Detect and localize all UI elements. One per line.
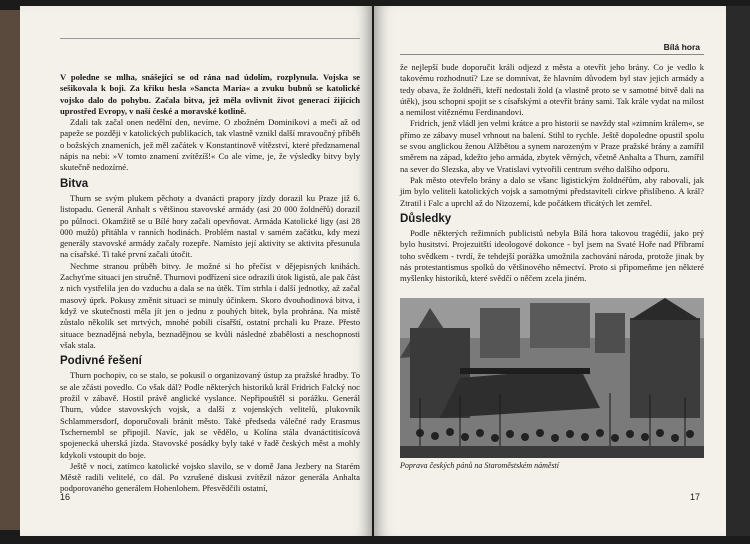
right-page (374, 6, 726, 536)
right-page-text-column (400, 62, 704, 285)
intro-paragraph-1: V poledne se mlha, snášející se od rána nad údolím, rozplynula. Vojska se sešikovala k boji. Za křiku hesla »Sancta Maria« a zvuku bubnů se katolické vojsko dalo do pohybu. Začala bitva, jež měla ovlivnit život generací žijících uprostřed Evropy, v naší české a moravské kotlině. (60, 72, 360, 116)
top-paragraph-1: že nejlepší bude doporučit králi odjezd z města a otevřít jeho brány. Co je vedlo k takovému rozhodnutí? Lze se domnívat, že hlavním důvodem byl stav jejich armády a tedy obava, že žoldnéři, kteří nedostali žold (a vlastně proto se v samotné bitvě dali na útěk), jsou schopni spojit se s císařskými a otevřít brány sami. Tak krále vydat na milost a nemilost vítěznému Ferdinandovi. (400, 62, 704, 118)
figure-caption: Poprava českých pánů na Staroměstském náměstí (400, 461, 559, 470)
heading-podivne-reseni: Podivné řešení (60, 355, 142, 368)
left-page-rule (60, 38, 360, 39)
book-cover-edge-right (726, 6, 750, 536)
engraving-illustration (400, 298, 704, 458)
top-paragraph-2: Fridrich, jenž vládl jen velmi krátce a pro historii se navždy stal »zimním králem«, se přímo ze zábavy musel vrhnout na balení. Stihl to rychle. Ještě dopoledne opustil spolu se svou anglickou ženou Alžbětou a synem narozeným v Praze pražské brány a zamířil směrem na západ, kdežto jeho armáda, zbytek věrných, včetně Anhalta a Thurn, zamířil na sever do Slezska, aby ve Vratislavi vytvořili centrum svého dalšího odporu. (400, 118, 705, 174)
intro-paragraph-2: Zdali tak začal onen nedělní den, nevíme. O zbožném Dominikovi a meči až od papeže se později v katolických publikacích, tak vlastně vznikl další mravoučný příběh o božských znameních, jež měl začátek v Konstantinově vítězství, které předznamenal nápis na nebi: »V tomto znamení zvítězíš!« Co ale víme, je, že výsledky bitvy byly skutečně nedozírné. (60, 117, 360, 173)
podivne-paragraph-2: Ještě v noci, zatímco katolické vojsko slavilo, se v domě Jana Jezbery na Starém Městě radili velitelé, co dál. Po vzrušené diskusi zvítězil názor generála Anhalta podporovaného generálem Hohenlohem. Přesvědčili ostatní, (60, 460, 360, 494)
left-page (20, 6, 372, 536)
top-paragraph-3: Pak město otevřelo brány a dalo se všanc ligistickým žoldnéřům, aby rabovali, jak jim bylo veliteli katolických vojsk a samotnými představiteli církve přislíbeno. A král? Ztratil i Falc a uprchl až do Nizozemí, kde počátkem třicátých let zemřel. (400, 174, 704, 208)
heading-bitva: Bitva (60, 177, 89, 190)
book-cover-edge-left (0, 10, 20, 530)
running-head-rule (400, 54, 704, 55)
bitva-paragraph-2: Nechme stranou průběh bitvy. Je možné si ho přečíst v dějepisných knihách. Zachyťme situaci jen stručně. Thurnovi podřízení sice odrazili útok ligistů, ale pak část z nich vystřelila jen do vzduchu a dala se na útěk. Tím strhla i další jednotky, až začal masový úprk. Pokusy změnit situaci se minuly účinkem. Skoro dvouhodinová bitva, i když ve skutečnosti měla jít jen o jednu z pouhých bitek, byla prohrána. Na místě zůstalo několik set mrtvých, mnohé pobili císařští, ostatní prchali ku Praze. Přesto situace beznadějná nebyla, beznadějnou se kvůli následné zbabělosti a neschopnosti však stala. (60, 260, 360, 350)
execution-engraving-image (400, 298, 704, 458)
running-head: Bílá hora (663, 42, 700, 52)
page-number-left: 16 (60, 492, 71, 502)
left-page-text-column (60, 72, 360, 495)
bitva-paragraph-1: Thurn se svým plukem pěchoty a dvanácti prapory jízdy dorazil ku Praze již 6. listopadu. Generál Anhalt s většinou stavovské armády (asi 20 000 žoldnéřů) dorazil po půlnoci. Okamžitě se u Bílé hory začali opevňovat. Armáda Katolické ligy (asi 28 000 mužů) přitáhla v ranních hodinách. Problém nastal v samém začátku, kdy mezi generály stavovské armády začaly rozepře. Namísto její aktivity se aktivita přesunula na císařské. Ti také první začali útočit. (60, 192, 360, 260)
page-number-right: 17 (689, 492, 700, 502)
heading-dusledky: Důsledky (400, 212, 452, 225)
podivne-paragraph-1: Thurn pochopiv, co se stalo, se pokusil o organizovaný ústup za pražské hradby. To se ale zčásti povedlo. Co však dál? Podle některých historiků král Fridrich Falcký noc prožil v zábavě. Hostil právě anglické vyslance. Nepřipouštěl si porážku. Generál Thurn, vůdce stavovských vojsk, a další z vojenských velitelů, plukovník Schlammersdorf, doporučovali bránit město. Také předseda válečné rady Erasmus Tschernembl se připojil. Navíc, jak se vědělo, u Kolína stála dvanáctitisícová spojenecká uherská jízda. Stavovské posádky byly také v řadě českých měst a mohly kdykoli vstoupit do boje. (60, 370, 360, 460)
dusledky-paragraph-1: Podle některých režimních publicistů nebyla Bílá hora takovou tragédií, jako prý bylo husitství. Projezuitští ideologové dokonce - byl jsem na Svaté Hoře nad Příbramí toho svědkem - tvrdí, že tehdejší porážka umožnila zachování národa, protože jinak by nás protestantismus spolků do většinového němectví. Proto si připomeňme jen některé myšlenky historiků, které svědčí o něčem zcela jiném. (400, 228, 704, 284)
